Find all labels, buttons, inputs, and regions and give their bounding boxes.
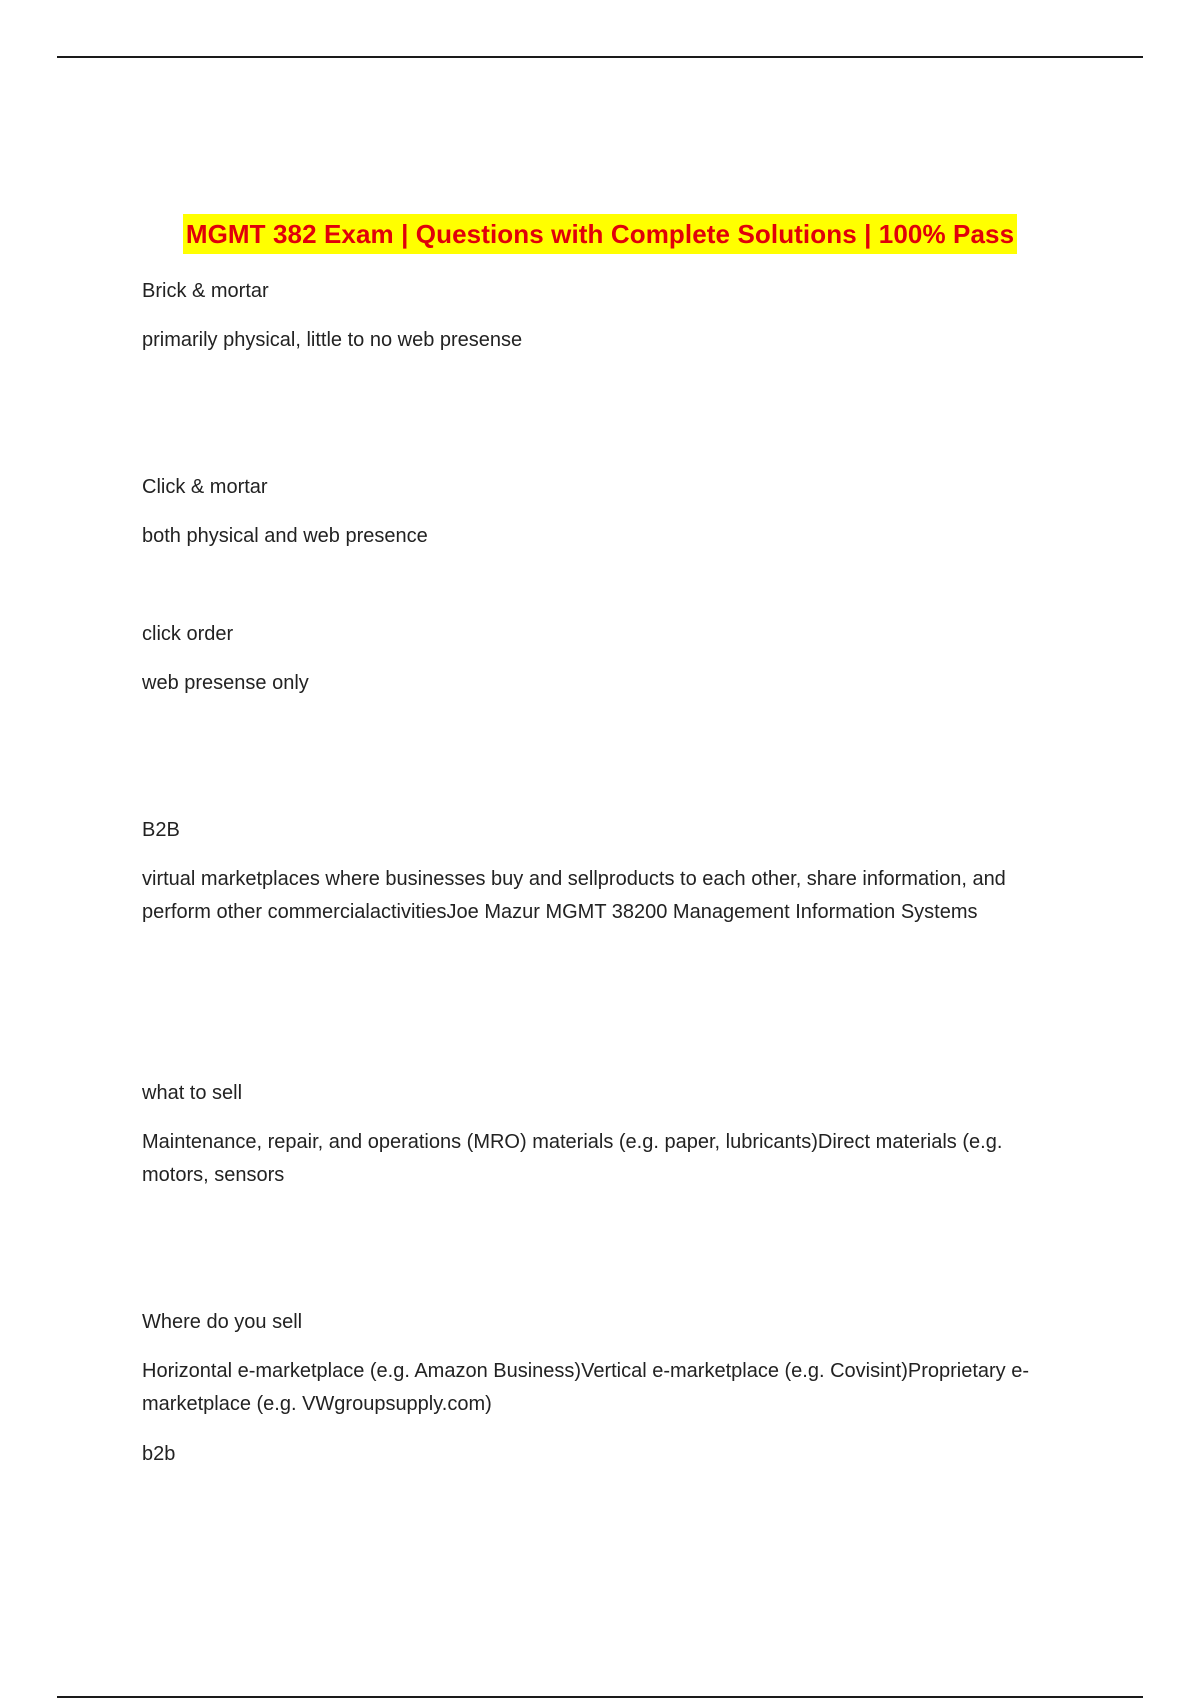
card-term: B2B [142, 819, 180, 841]
title-block [0, 214, 1200, 254]
qa-card-b2b [142, 814, 1042, 929]
qa-card-click-mortar [142, 471, 1042, 553]
trailing-term [142, 1438, 1042, 1487]
card-term: Click & mortar [142, 476, 268, 498]
card-term: b2b [142, 1443, 176, 1465]
card-term: what to sell [142, 1082, 243, 1104]
footer-rule [57, 1696, 1143, 1698]
qa-card-where-do-you-sell [142, 1306, 1042, 1421]
card-term: Where do you sell [142, 1311, 303, 1333]
card-term: Brick & mortar [142, 280, 269, 302]
card-definition: web presense only [142, 672, 309, 694]
card-definition: primarily physical, little to no web presense [142, 329, 523, 351]
qa-card-what-to-sell [142, 1077, 1042, 1192]
card-definition: Horizontal e-marketplace (e.g. Amazon Business)Vertical e-marketplace (e.g. Covisint)Proprietary e-marketplace (e.g. VWgroupsupply.com) [142, 1360, 1030, 1415]
card-definition: both physical and web presence [142, 525, 428, 547]
qa-card-brick-mortar [142, 275, 1042, 357]
document-title: MGMT 382 Exam | Questions with Complete Solutions | 100% Pass [183, 214, 1017, 254]
qa-card-click-order [142, 618, 1042, 700]
card-definition: virtual marketplaces where businesses buy and sellproducts to each other, share information, and perform other commercialactivitiesJoe Mazur MGMT 38200 Management Information Systems [142, 868, 1006, 923]
card-term: click order [142, 623, 234, 645]
header-rule [57, 56, 1143, 58]
card-definition: Maintenance, repair, and operations (MRO) materials (e.g. paper, lubricants)Direct materials (e.g. motors, sensors [142, 1131, 1003, 1186]
